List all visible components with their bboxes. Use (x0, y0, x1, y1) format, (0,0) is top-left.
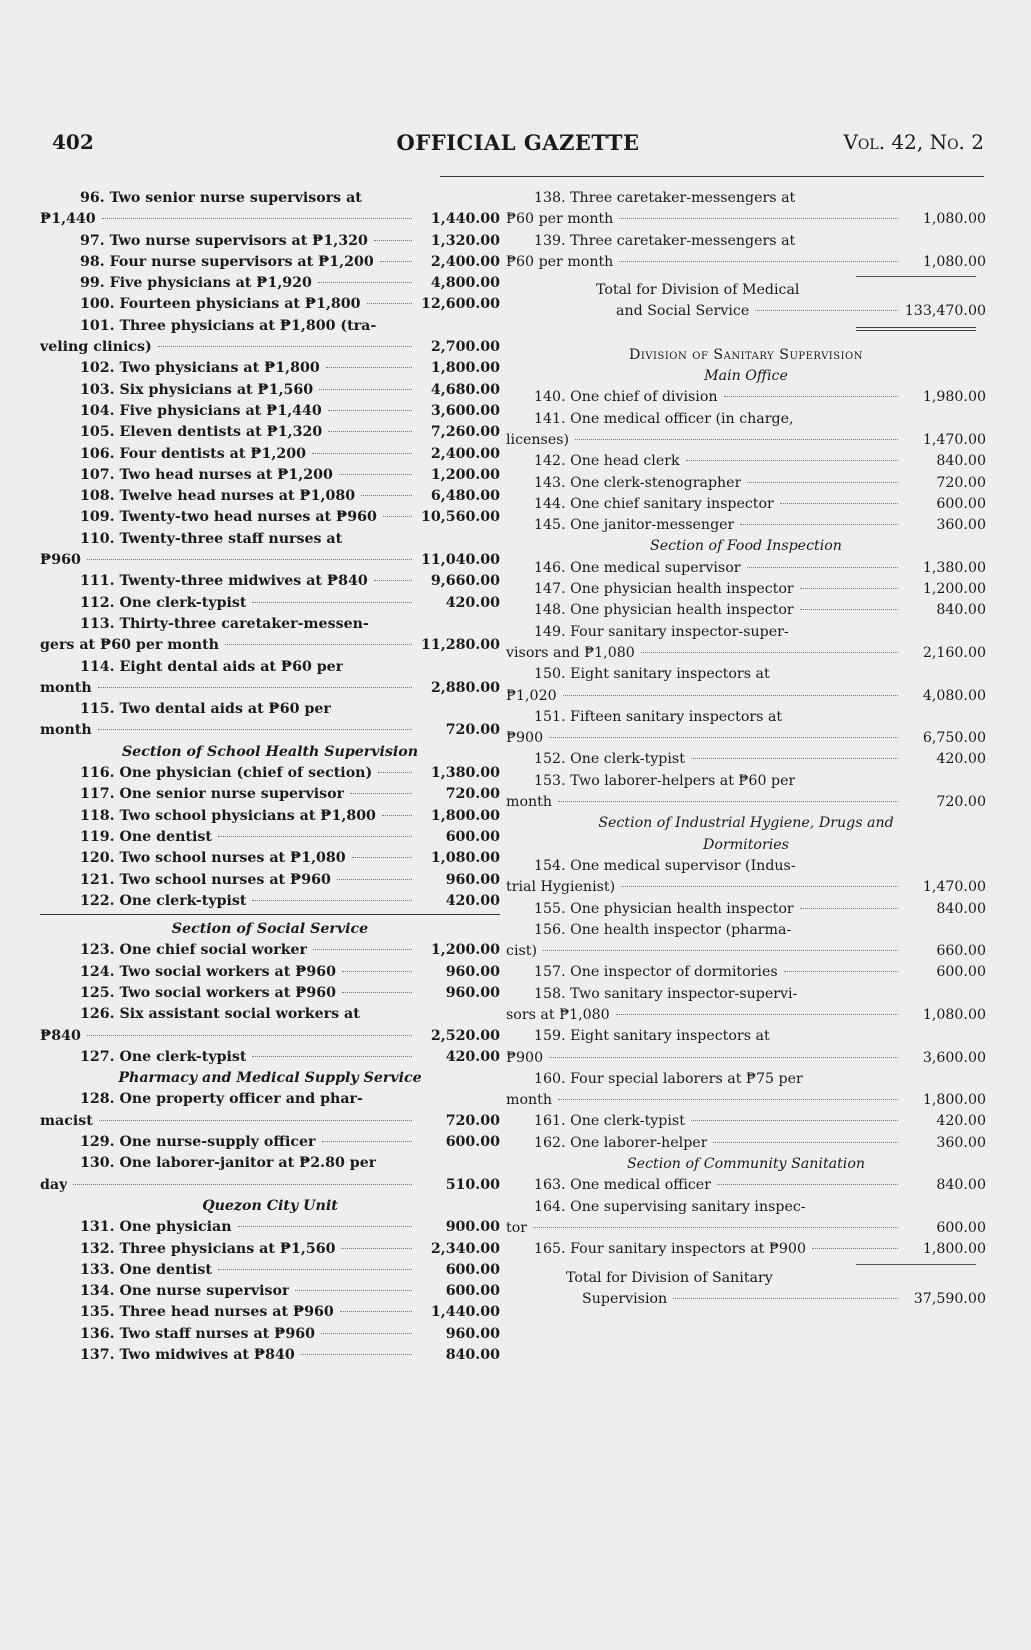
item-122: 122. One clerk-typist 420.00 (80, 892, 500, 909)
item-132: 132. Three physicians at ₱1,560 2,340.00 (80, 1240, 500, 1257)
item-129: 129. One nurse-supply officer 600.00 (80, 1134, 500, 1151)
item-154: 154. One medical supervisor (Indus- (534, 857, 796, 874)
division-title: Division of Sanitary Supervision (629, 346, 863, 363)
item-101-cont: veling clinics) 2,700.00 (40, 339, 500, 356)
item-160-cont: month 1,800.00 (506, 1092, 986, 1109)
item-106: 106. Four dentists at ₱1,200 2,400.00 (80, 445, 500, 462)
item-159: 159. Eight sanitary inspectors at (534, 1028, 770, 1045)
item-147: 147. One physician health inspector 1,200.00 (534, 581, 986, 598)
item-158: 158. Two sanitary inspector-supervi- (534, 985, 798, 1002)
gazette-title: OFFICIAL GAZETTE (396, 130, 640, 155)
item-98: 98. Four nurse supervisors at ₱1,200 2,400.00 (80, 253, 500, 270)
item-139-cont: ₱60 per month 1,080.00 (506, 253, 986, 270)
item-113-cont: gers at ₱60 per month 11,280.00 (40, 637, 500, 654)
item-124: 124. Two social workers at ₱960 960.00 (80, 963, 500, 980)
section-title-social: Section of Social Service (171, 921, 369, 938)
item-143: 143. One clerk-stenographer 720.00 (534, 474, 986, 491)
item-165: 165. Four sanitary inspectors at ₱900 1,800.00 (534, 1241, 986, 1258)
page-header (52, 130, 984, 164)
item-108: 108. Twelve head nurses at ₱1,080 6,480.00 (80, 488, 500, 505)
right-column (506, 188, 986, 1310)
item-128: 128. One property officer and phar- (80, 1091, 363, 1108)
item-123: 123. One chief social worker 1,200.00 (80, 942, 500, 959)
item-107: 107. Two head nurses at ₱1,200 1,200.00 (80, 466, 500, 483)
item-159-cont: ₱900 3,600.00 (506, 1049, 986, 1066)
item-138-cont: ₱60 per month 1,080.00 (506, 211, 986, 228)
item-104: 104. Five physicians at ₱1,440 3,600.00 (80, 402, 500, 419)
item-116: 116. One physician (chief of section) 1,380.00 (80, 765, 500, 782)
item-100: 100. Fourteen physicians at ₱1,800 12,600.00 (80, 296, 500, 313)
item-151: 151. Fifteen sanitary inspectors at (534, 708, 783, 725)
volume-number: Vol. 42, No. 2 (843, 130, 984, 154)
item-96-cont: ₱1,440 1,440.00 (40, 209, 500, 230)
item-134: 134. One nurse supervisor 600.00 (80, 1283, 500, 1300)
item-138: 138. Three caretaker-messengers at (534, 190, 796, 206)
item-130: 130. One laborer-janitor at ₱2.80 per (80, 1155, 377, 1172)
header-rule (440, 176, 984, 177)
item-158-cont: sors at ₱1,080 1,080.00 (506, 1006, 986, 1023)
item-117: 117. One senior nurse supervisor 720.00 (80, 786, 500, 803)
total-sanitary-amount: 37,590.00 (913, 1290, 986, 1307)
item-155: 155. One physician health inspector 840.00 (534, 900, 986, 917)
total-medical: and Social Service 133,470.00 (506, 301, 986, 322)
page-number: 402 (52, 130, 94, 154)
item-156-cont: cist) 660.00 (506, 943, 986, 960)
total-sanitary: Supervision 37,590.00 (506, 1289, 986, 1310)
item-115-cont: month 720.00 (40, 722, 500, 739)
item-164-cont: tor 600.00 (506, 1219, 986, 1236)
item-127: 127. One clerk-typist 420.00 (80, 1048, 500, 1065)
section-title-pharmacy: Pharmacy and Medical Supply Service (118, 1070, 422, 1087)
item-126: 126. Six assistant social workers at (80, 1006, 360, 1023)
item-114: 114. Eight dental aids at ₱60 per (80, 658, 344, 675)
item-161: 161. One clerk-typist 420.00 (534, 1113, 986, 1130)
item-96: 96. Two senior nurse supervisors at (80, 190, 362, 206)
item-97: 97. Two nurse supervisors at ₱1,320 1,320.00 (80, 232, 500, 249)
item-153-cont: month 720.00 (506, 794, 986, 811)
item-126-cont: ₱840 2,520.00 (40, 1027, 500, 1044)
item-136: 136. Two staff nurses at ₱960 960.00 (80, 1325, 500, 1342)
item-150-cont: ₱1,020 4,080.00 (506, 687, 986, 704)
item-157: 157. One inspector of dormitories 600.00 (534, 964, 986, 981)
item-154-cont: trial Hygienist) 1,470.00 (506, 879, 986, 896)
item-111: 111. Twenty-three midwives at ₱840 9,660.00 (80, 573, 500, 590)
section-title-community: Section of Community Sanitation (626, 1156, 866, 1173)
item-102: 102. Two physicians at ₱1,800 1,800.00 (80, 360, 500, 377)
item-151-cont: ₱900 6,750.00 (506, 730, 986, 747)
item-113: 113. Thirty-three caretaker-messen- (80, 615, 369, 632)
item-163: 163. One medical officer 840.00 (534, 1177, 986, 1194)
section-separator (40, 914, 500, 915)
item-142: 142. One head clerk 840.00 (534, 453, 986, 470)
item-133: 133. One dentist 600.00 (80, 1261, 500, 1278)
item-145: 145. One janitor-messenger 360.00 (534, 517, 986, 534)
left-column (40, 188, 500, 1366)
item-148: 148. One physician health inspector 840.00 (534, 602, 986, 619)
item-99: 99. Five physicians at ₱1,920 4,800.00 (80, 275, 500, 292)
item-121: 121. Two school nurses at ₱960 960.00 (80, 871, 500, 888)
item-150: 150. Eight sanitary inspectors at (534, 666, 770, 683)
section-title-industrial-cont: Dormitories (703, 836, 789, 853)
item-110-cont: ₱960 11,040.00 (40, 552, 500, 569)
item-112: 112. One clerk-typist 420.00 (80, 594, 500, 611)
item-109: 109. Twenty-two head nurses at ₱960 10,560.00 (80, 509, 500, 526)
item-114-cont: month 2,880.00 (40, 679, 500, 696)
item-103: 103. Six physicians at ₱1,560 4,680.00 (80, 381, 500, 398)
item-115: 115. Two dental aids at ₱60 per (80, 701, 331, 718)
item-119: 119. One dentist 600.00 (80, 828, 500, 845)
item-156: 156. One health inspector (pharma- (534, 921, 792, 938)
item-128-cont: macist 720.00 (40, 1112, 500, 1129)
total-rule (856, 1264, 976, 1265)
item-125: 125. Two social workers at ₱960 960.00 (80, 984, 500, 1001)
item-149-cont: visors and ₱1,080 2,160.00 (506, 644, 986, 661)
item-146: 146. One medical supervisor 1,380.00 (534, 559, 986, 576)
item-153: 153. Two laborer-helpers at ₱60 per (534, 772, 796, 789)
section-title-school: Section of School Health Supervision (121, 743, 419, 760)
double-rule (856, 327, 976, 331)
section-title-industrial: Section of Industrial Hygiene, Drugs and (598, 815, 894, 832)
item-130-cont: day 510.00 (40, 1176, 500, 1193)
item-131: 131. One physician 900.00 (80, 1219, 500, 1236)
item-139: 139. Three caretaker-messengers at (534, 232, 796, 249)
item-140: 140. One chief of division 1,980.00 (534, 389, 986, 406)
item-162: 162. One laborer-helper 360.00 (534, 1134, 986, 1151)
item-141: 141. One medical officer (in charge, (534, 410, 794, 427)
item-141-cont: licenses) 1,470.00 (506, 431, 986, 448)
item-144: 144. One chief sanitary inspector 600.00 (534, 495, 986, 512)
total-rule (856, 276, 976, 277)
item-152: 152. One clerk-typist 420.00 (534, 751, 986, 768)
item-101: 101. Three physicians at ₱1,800 (tra- (80, 317, 377, 334)
item-110: 110. Twenty-three staff nurses at (80, 530, 343, 547)
item-149: 149. Four sanitary inspector-super- (534, 623, 789, 640)
item-120: 120. Two school nurses at ₱1,080 1,080.00 (80, 850, 500, 867)
item-105: 105. Eleven dentists at ₱1,320 7,260.00 (80, 424, 500, 441)
section-title-quezon: Quezon City Unit (202, 1197, 338, 1214)
total-medical-label: Total for Division of Medical (596, 282, 800, 299)
item-137: 137. Two midwives at ₱840 840.00 (80, 1347, 500, 1364)
item-164: 164. One supervising sanitary inspec- (534, 1198, 806, 1215)
total-sanitary-label: Total for Division of Sanitary (566, 1269, 773, 1286)
amount: 1,440.00 (430, 211, 500, 228)
section-title-main: Main Office (704, 368, 788, 385)
total-medical-amount: 133,470.00 (904, 303, 986, 320)
item-135: 135. Three head nurses at ₱960 1,440.00 (80, 1304, 500, 1321)
item-118: 118. Two school physicians at ₱1,800 1,800.00 (80, 807, 500, 824)
section-title-food: Section of Food Inspection (650, 538, 842, 555)
item-160: 160. Four special laborers at ₱75 per (534, 1070, 803, 1087)
